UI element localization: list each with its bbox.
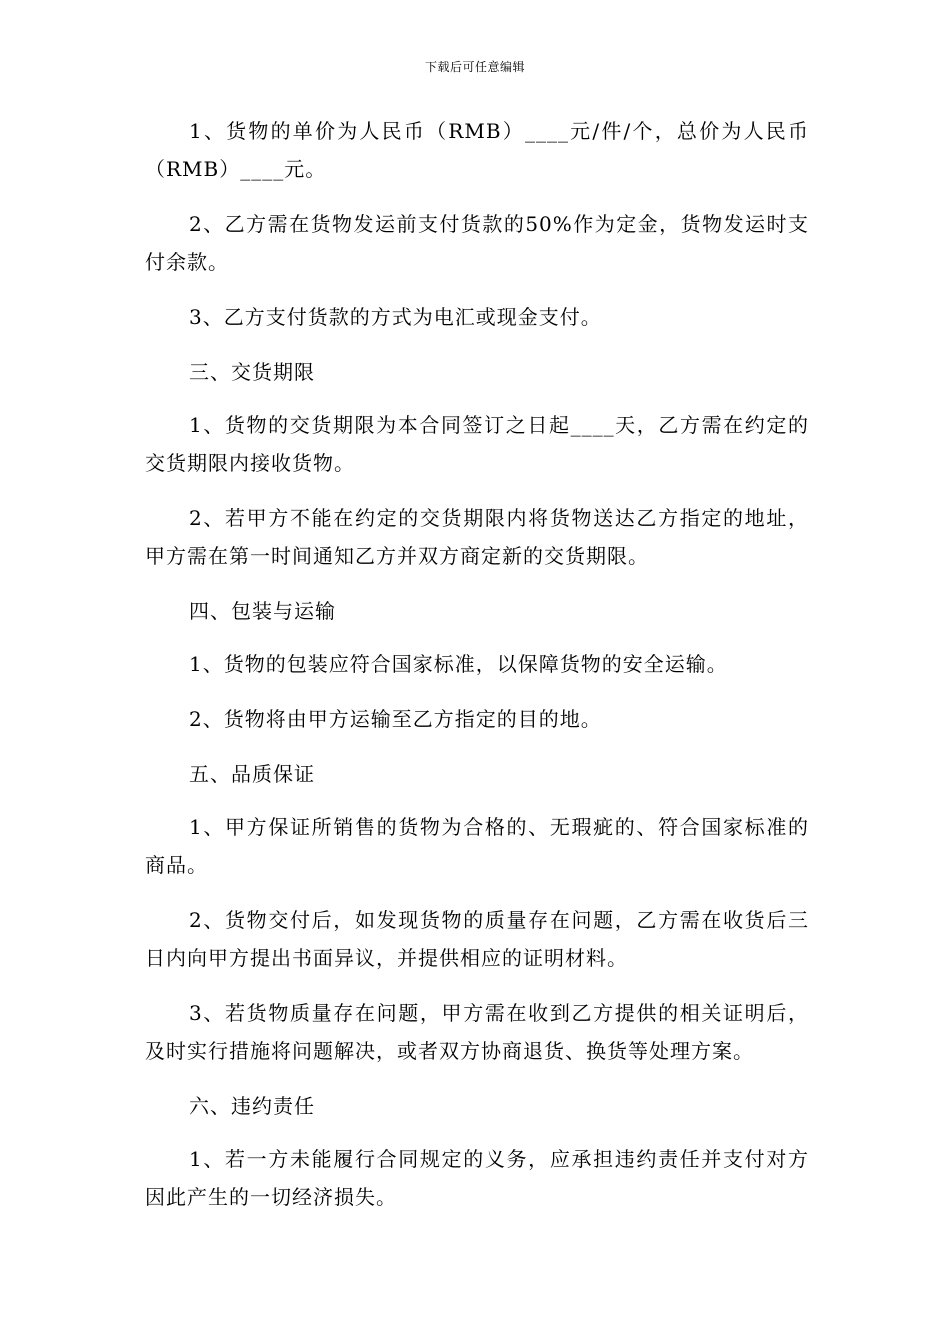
document-body [145, 112, 809, 1233]
clause-delivery-period: 1、货物的交货期限为本合同签订之日起____天，乙方需在约定的交货期限内接收货物。 [145, 413, 809, 475]
clause-deposit: 2、乙方需在货物发运前支付货款的50%作为定金，货物发运时支付余款。 [145, 212, 809, 274]
section-heading-liability: 六、违约责任 [189, 1094, 315, 1118]
section-heading-delivery: 三、交货期限 [189, 360, 315, 384]
section-heading-packaging: 四、包装与运输 [189, 599, 336, 623]
clause-quality-guarantee: 1、甲方保证所销售的货物为合格的、无瑕疵的、符合国家标准的商品。 [145, 815, 809, 877]
clause-liability: 1、若一方未能履行合同规定的义务，应承担违约责任并支付对方因此产生的一切经济损失。 [145, 1147, 809, 1209]
clause-packaging: 1、货物的包装应符合国家标准，以保障货物的安全运输。 [189, 652, 728, 676]
clause-delivery-delay: 2、若甲方不能在约定的交货期限内将货物送达乙方指定的地址，甲方需在第一时间通知乙方并双方商定新的交货期限。 [145, 506, 809, 568]
clause-transport: 2、货物将由甲方运输至乙方指定的目的地。 [189, 707, 602, 731]
clause-price: 1、货物的单价为人民币（RMB）____元/件/个，总价为人民币（RMB）____元。 [145, 119, 809, 181]
clause-payment-method: 3、乙方支付货款的方式为电汇或现金支付。 [189, 305, 602, 329]
page-header: 下载后可任意编辑 [424, 60, 525, 74]
section-heading-quality: 五、品质保证 [189, 762, 315, 786]
clause-quality-resolution: 3、若货物质量存在问题，甲方需在收到乙方提供的相关证明后，及时实行措施将问题解决，或者双方协商退货、换货等处理方案。 [145, 1001, 809, 1063]
clause-quality-objection: 2、货物交付后，如发现货物的质量存在问题，乙方需在收货后三日内向甲方提出书面异议，并提供相应的证明材料。 [145, 908, 809, 970]
